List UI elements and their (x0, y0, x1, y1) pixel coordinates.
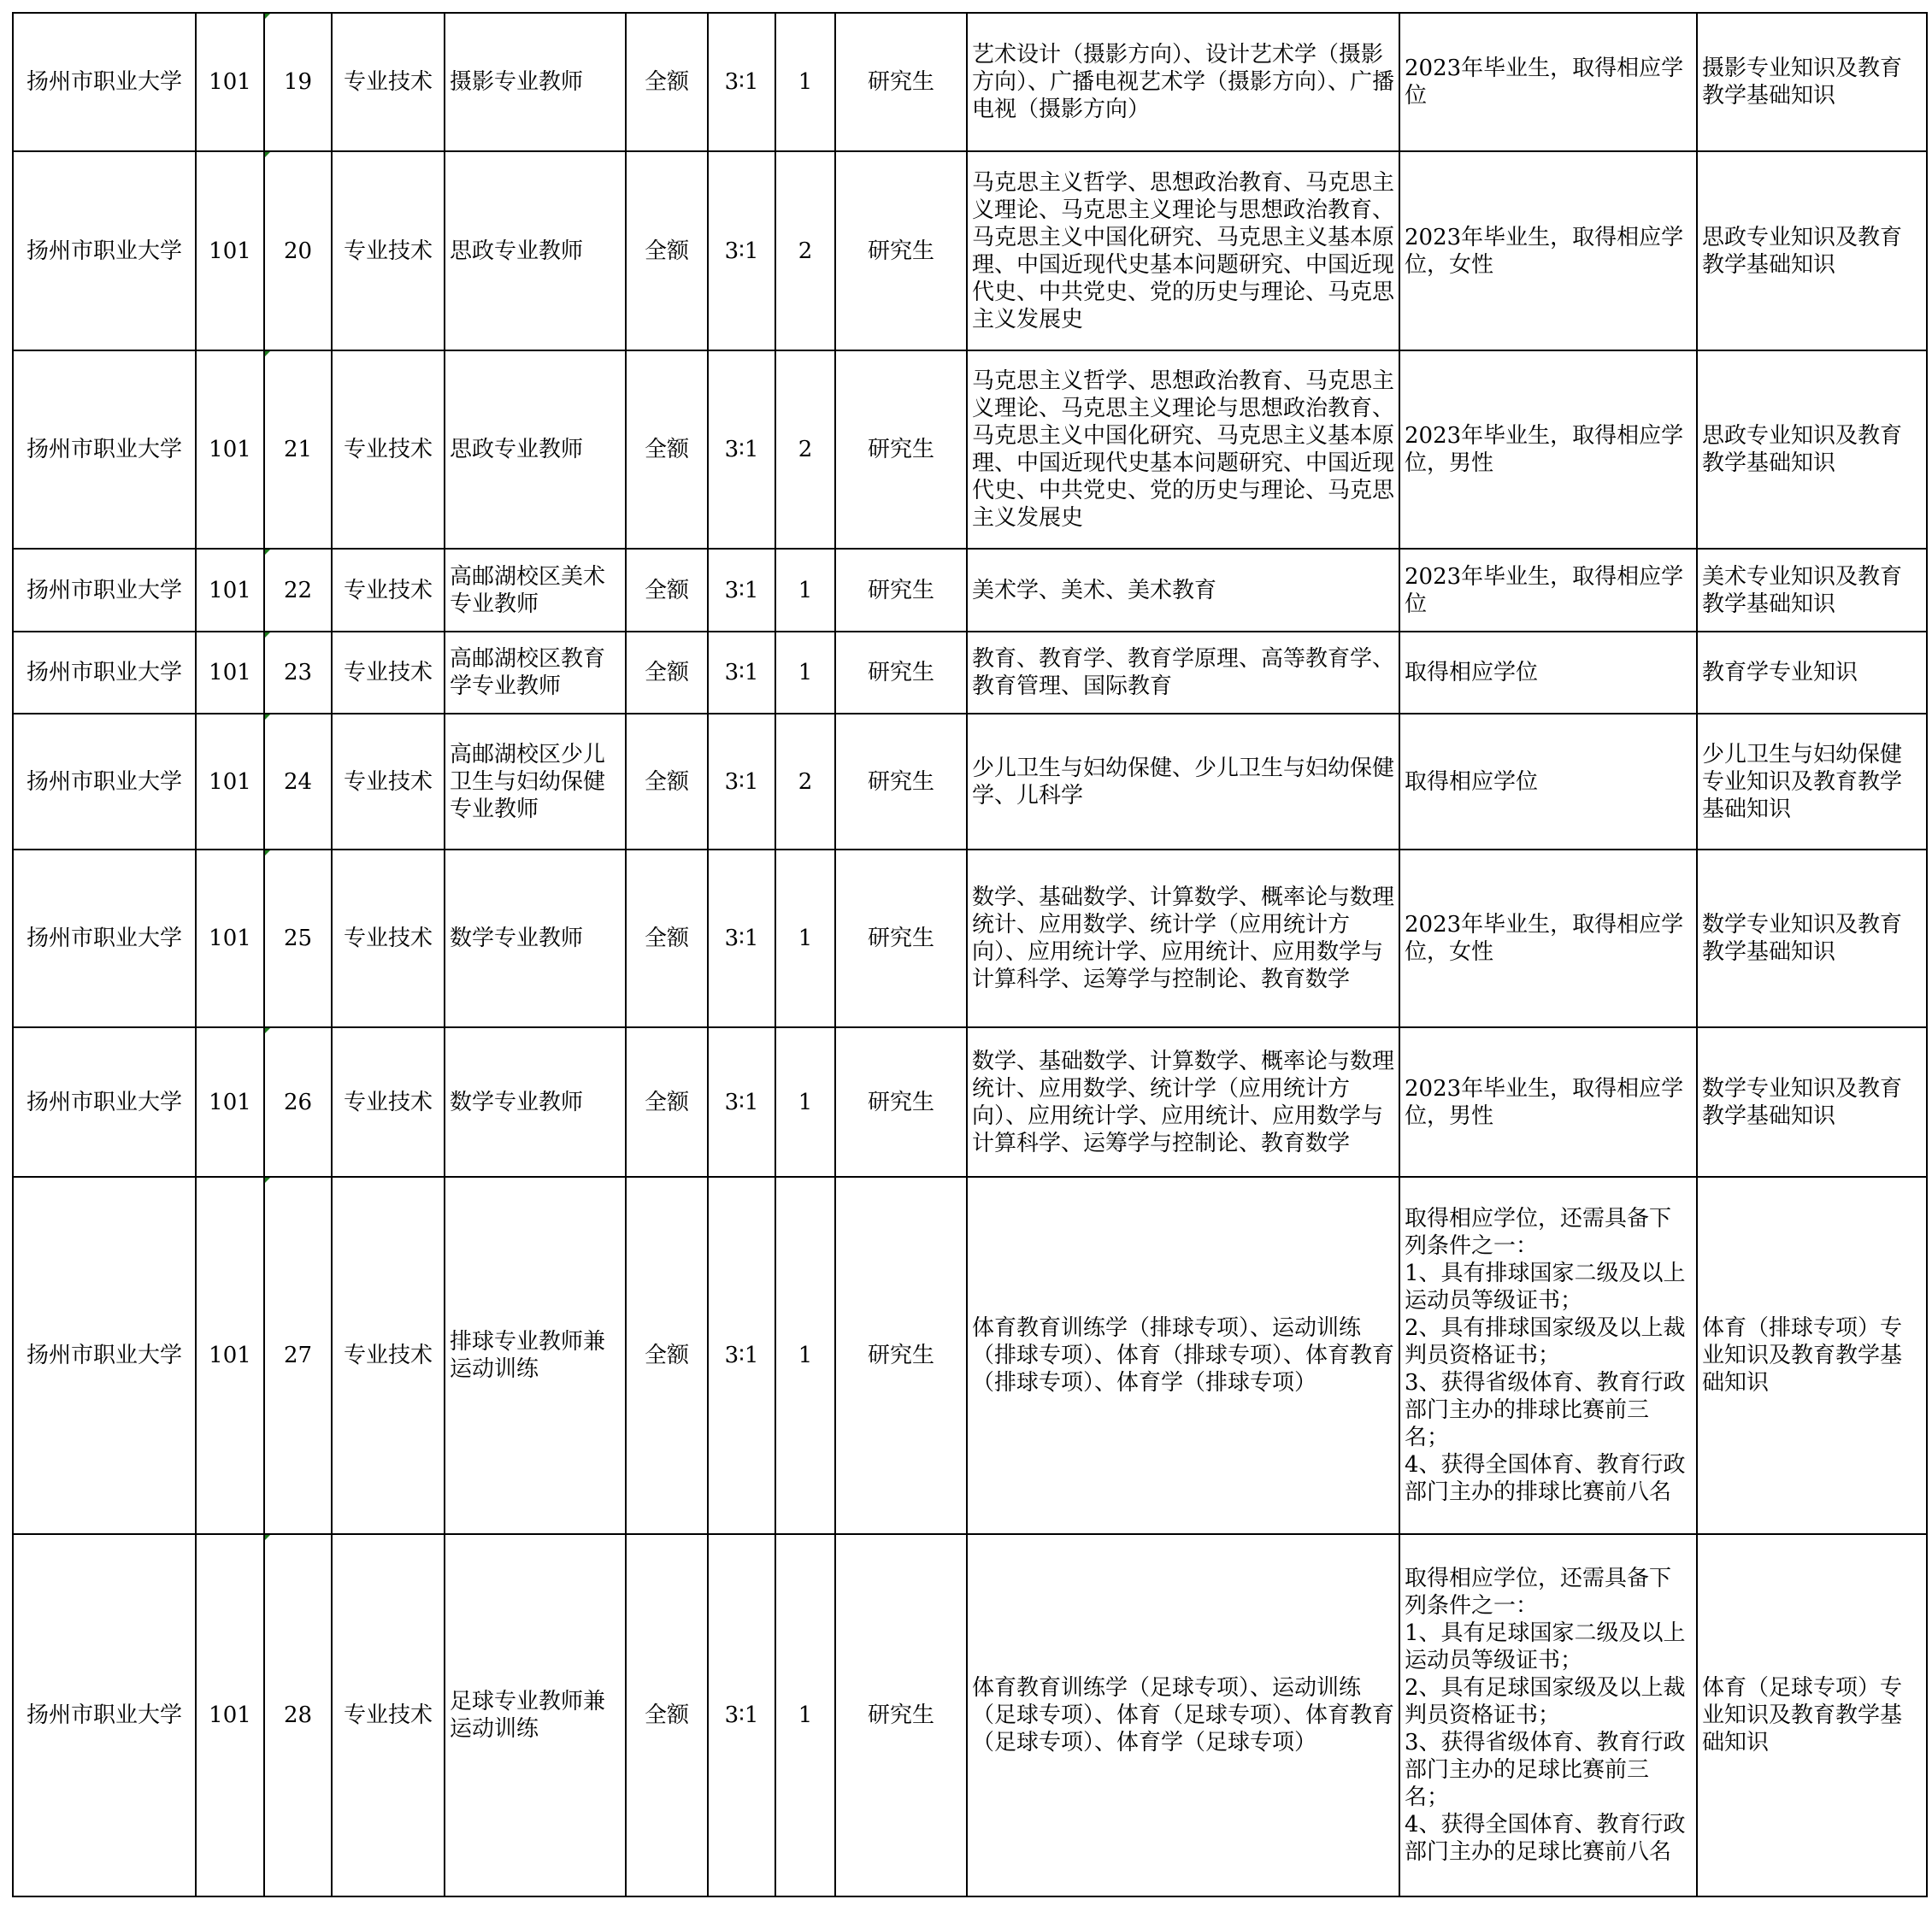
cell-comment-marker-icon (264, 632, 271, 638)
cell-post-code-text: 26 (283, 1089, 313, 1115)
cell-exam (1697, 1177, 1927, 1534)
cell-requirements (1399, 632, 1697, 714)
table-row (13, 714, 1927, 850)
cell-funding (626, 151, 708, 350)
cell-requirements-text: 2023年毕业生，取得相应学位 (1405, 56, 1684, 109)
cell-major-text: 数学、基础数学、计算数学、概率论与数理统计、应用数学、统计学（应用统计方向）、应用统计学、应用统计、应用数学与计算科学、运筹学与控制论、教育数学 (972, 1048, 1395, 1156)
cell-unit (13, 549, 196, 632)
cell-education (835, 13, 967, 151)
cell-requirements-text: 2023年毕业生，取得相应学位，女性 (1405, 224, 1684, 278)
cell-exam (1697, 13, 1927, 151)
cell-requirements (1399, 850, 1697, 1027)
cell-post-code-text: 22 (283, 577, 313, 603)
cell-unit-text: 扬州市职业大学 (26, 1089, 182, 1115)
cell-post-name-text: 数学专业教师 (450, 1089, 584, 1115)
cell-post-name (445, 549, 626, 632)
cell-ratio-text: 3∶1 (724, 660, 759, 685)
cell-category (332, 1534, 445, 1896)
cell-funding (626, 714, 708, 850)
cell-unit-code (196, 850, 264, 1027)
cell-count (775, 1534, 835, 1896)
cell-exam-text: 教育学专业知识 (1702, 660, 1858, 685)
cell-requirements-text: 取得相应学位，还需具备下列条件之一： (1405, 1566, 1672, 1619)
cell-requirements-text: 2023年毕业生，取得相应学位，女性 (1405, 912, 1684, 965)
cell-category (332, 850, 445, 1027)
cell-category-text: 专业技术 (343, 926, 433, 951)
cell-major-text: 数学、基础数学、计算数学、概率论与数理统计、应用数学、统计学（应用统计方向）、应用统计学、应用统计、应用数学与计算科学、运筹学与控制论、教育数学 (972, 885, 1395, 992)
cell-count (775, 850, 835, 1027)
cell-post-name (445, 350, 626, 549)
cell-post-name-text: 思政专业教师 (450, 238, 584, 264)
cell-post-code (264, 1534, 332, 1896)
recruitment-table (12, 12, 1928, 1897)
cell-category-text: 专业技术 (343, 69, 433, 95)
cell-unit-code (196, 1177, 264, 1534)
cell-exam (1697, 549, 1927, 632)
cell-post-name-text: 高邮湖校区教育学专业教师 (450, 646, 606, 699)
cell-category-text: 专业技术 (343, 660, 433, 685)
cell-major (967, 1027, 1399, 1177)
cell-requirements-text: 2023年毕业生，取得相应学位，男性 (1405, 1075, 1684, 1129)
cell-ratio (708, 549, 775, 632)
cell-unit (13, 350, 196, 549)
cell-count (775, 549, 835, 632)
cell-unit (13, 151, 196, 350)
table-row (13, 151, 1927, 350)
cell-unit-code-text: 101 (209, 1702, 251, 1728)
cell-category-text: 专业技术 (343, 768, 433, 795)
cell-count-text: 1 (798, 660, 813, 685)
cell-unit (13, 850, 196, 1027)
cell-count (775, 350, 835, 549)
cell-category (332, 1177, 445, 1534)
cell-major (967, 714, 1399, 850)
cell-requirements-text: 2、具有足球国家级及以上裁判员资格证书； (1405, 1675, 1686, 1728)
cell-funding (626, 549, 708, 632)
cell-post-code-text: 24 (283, 768, 313, 795)
cell-post-code-text: 27 (283, 1343, 313, 1368)
cell-category (332, 151, 445, 350)
cell-post-code (264, 714, 332, 850)
cell-unit-code (196, 714, 264, 850)
cell-category-text: 专业技术 (343, 1089, 433, 1115)
cell-major (967, 151, 1399, 350)
cell-unit-code-text: 101 (209, 437, 251, 462)
cell-requirements (1399, 13, 1697, 151)
cell-exam-text: 体育（足球专项）专业知识及教育教学基础知识 (1702, 1675, 1903, 1755)
cell-education (835, 1534, 967, 1896)
cell-post-code-text: 21 (283, 437, 313, 462)
cell-education (835, 714, 967, 850)
cell-major-text: 艺术设计（摄影方向）、设计艺术学（摄影方向）、广播电视艺术学（摄影方向）、广播电视（摄影方向） (972, 42, 1395, 122)
cell-unit (13, 632, 196, 714)
cell-exam-text: 思政专业知识及教育教学基础知识 (1702, 224, 1903, 278)
cell-ratio-text: 3∶1 (724, 1702, 759, 1728)
cell-post-code (264, 632, 332, 714)
cell-requirements-text: 1、具有排球国家二级及以上运动员等级证书； (1405, 1261, 1686, 1314)
cell-funding-text: 全额 (644, 1089, 689, 1115)
cell-unit-code (196, 549, 264, 632)
cell-ratio (708, 714, 775, 850)
cell-exam-text: 摄影专业知识及教育教学基础知识 (1702, 56, 1903, 109)
cell-unit (13, 1027, 196, 1177)
cell-category (332, 714, 445, 850)
cell-major (967, 850, 1399, 1027)
cell-major-text: 体育教育训练学（排球专项）、运动训练（排球专项）、体育（排球专项）、体育教育（排球专项）、体育学（排球专项） (972, 1315, 1395, 1396)
cell-comment-marker-icon (264, 151, 271, 158)
cell-count (775, 13, 835, 151)
cell-requirements-text: 4、获得全国体育、教育行政部门主办的足球比赛前八名 (1405, 1812, 1686, 1865)
cell-education-text: 研究生 (867, 238, 934, 264)
cell-requirements-text: 4、获得全国体育、教育行政部门主办的排球比赛前八名 (1405, 1452, 1686, 1505)
cell-post-name-text: 数学专业教师 (450, 926, 584, 951)
cell-funding-text: 全额 (644, 1343, 689, 1368)
cell-category-text: 专业技术 (343, 577, 433, 603)
cell-unit-text: 扬州市职业大学 (26, 660, 182, 685)
cell-funding (626, 632, 708, 714)
cell-funding (626, 1027, 708, 1177)
cell-post-code (264, 850, 332, 1027)
cell-ratio (708, 632, 775, 714)
cell-ratio-text: 3∶1 (724, 69, 759, 95)
cell-exam (1697, 350, 1927, 549)
cell-requirements-text: 1、具有足球国家二级及以上运动员等级证书； (1405, 1620, 1686, 1673)
cell-comment-marker-icon (264, 350, 271, 357)
cell-count (775, 632, 835, 714)
cell-major-text: 少儿卫生与妇幼保健、少儿卫生与妇幼保健学、儿科学 (972, 755, 1395, 808)
cell-major-text: 教育、教育学、教育学原理、高等教育学、教育管理、国际教育 (972, 646, 1395, 699)
cell-exam (1697, 850, 1927, 1027)
cell-comment-marker-icon (264, 1027, 271, 1034)
cell-post-name-text: 高邮湖校区少儿卫生与妇幼保健专业教师 (450, 741, 606, 822)
cell-count-text: 2 (798, 238, 813, 264)
cell-requirements (1399, 1027, 1697, 1177)
cell-category (332, 632, 445, 714)
cell-exam (1697, 714, 1927, 850)
cell-unit-code-text: 101 (209, 926, 251, 951)
cell-requirements-text: 取得相应学位 (1405, 768, 1539, 795)
cell-funding-text: 全额 (644, 238, 689, 264)
cell-unit (13, 13, 196, 151)
cell-count (775, 151, 835, 350)
table-row (13, 632, 1927, 714)
cell-post-code (264, 13, 332, 151)
cell-education-text: 研究生 (867, 437, 934, 462)
cell-unit (13, 714, 196, 850)
cell-ratio-text: 3∶1 (724, 437, 759, 462)
cell-major-text: 美术学、美术、美术教育 (972, 577, 1217, 603)
cell-ratio-text: 3∶1 (724, 577, 759, 603)
cell-post-code-text: 28 (283, 1702, 313, 1728)
cell-funding (626, 1177, 708, 1534)
cell-count (775, 1027, 835, 1177)
cell-ratio (708, 151, 775, 350)
cell-education (835, 632, 967, 714)
cell-comment-marker-icon (264, 850, 271, 856)
cell-unit (13, 1177, 196, 1534)
cell-unit-text: 扬州市职业大学 (26, 437, 182, 462)
cell-unit-code (196, 151, 264, 350)
table-row (13, 13, 1927, 151)
cell-funding-text: 全额 (644, 437, 689, 462)
cell-major (967, 632, 1399, 714)
cell-funding-text: 全额 (644, 1702, 689, 1728)
cell-requirements-text: 3、获得省级体育、教育行政部门主办的足球比赛前三名； (1405, 1730, 1686, 1810)
cell-requirements-text: 3、获得省级体育、教育行政部门主办的排球比赛前三名； (1405, 1370, 1686, 1450)
cell-count (775, 714, 835, 850)
cell-major-text: 马克思主义哲学、思想政治教育、马克思主义理论、马克思主义理论与思想政治教育、马克思主义中国化研究、马克思主义基本原理、中国近现代史基本问题研究、中国近现代史、中共党史、党的历史与理论、马克思主义发展史 (972, 368, 1395, 531)
cell-category-text: 专业技术 (343, 238, 433, 264)
cell-exam (1697, 1027, 1927, 1177)
cell-funding (626, 350, 708, 549)
cell-count-text: 1 (798, 577, 813, 603)
cell-category (332, 350, 445, 549)
cell-funding-text: 全额 (644, 69, 689, 95)
cell-education (835, 1027, 967, 1177)
cell-comment-marker-icon (264, 549, 271, 556)
cell-education-text: 研究生 (867, 1702, 934, 1728)
cell-post-name (445, 632, 626, 714)
cell-major (967, 13, 1399, 151)
cell-exam-text: 美术专业知识及教育教学基础知识 (1702, 563, 1903, 617)
cell-unit-text: 扬州市职业大学 (26, 1343, 182, 1368)
cell-education (835, 1177, 967, 1534)
cell-post-code-text: 23 (283, 660, 313, 685)
cell-education-text: 研究生 (867, 926, 934, 951)
cell-exam-text: 体育（排球专项）专业知识及教育教学基础知识 (1702, 1315, 1903, 1396)
cell-unit-code-text: 101 (209, 1343, 251, 1368)
cell-requirements (1399, 350, 1697, 549)
cell-education (835, 151, 967, 350)
cell-requirements-text: 2023年毕业生，取得相应学位 (1405, 563, 1684, 617)
cell-education (835, 850, 967, 1027)
cell-post-name (445, 850, 626, 1027)
cell-post-name (445, 1027, 626, 1177)
cell-education-text: 研究生 (867, 1343, 934, 1368)
cell-post-name (445, 13, 626, 151)
cell-unit-code-text: 101 (209, 69, 251, 95)
cell-comment-marker-icon (264, 714, 271, 720)
cell-post-code (264, 151, 332, 350)
cell-unit-code (196, 1534, 264, 1896)
cell-ratio (708, 1177, 775, 1534)
cell-exam (1697, 632, 1927, 714)
cell-requirements-text: 取得相应学位，还需具备下列条件之一： (1405, 1206, 1672, 1259)
cell-post-code-text: 20 (283, 238, 313, 264)
cell-unit-code (196, 632, 264, 714)
cell-comment-marker-icon (264, 1534, 271, 1541)
table-row (13, 1534, 1927, 1896)
cell-funding (626, 850, 708, 1027)
cell-comment-marker-icon (264, 1177, 271, 1184)
cell-unit-text: 扬州市职业大学 (26, 1702, 182, 1728)
cell-count (775, 1177, 835, 1534)
cell-unit-code-text: 101 (209, 238, 251, 264)
cell-post-name-text: 排球专业教师兼运动训练 (450, 1329, 606, 1382)
cell-requirements (1399, 714, 1697, 850)
cell-funding-text: 全额 (644, 577, 689, 603)
cell-count-text: 1 (798, 1343, 813, 1368)
cell-post-code (264, 549, 332, 632)
cell-count-text: 2 (798, 768, 813, 795)
cell-requirements (1399, 549, 1697, 632)
cell-post-name (445, 151, 626, 350)
cell-ratio-text: 3∶1 (724, 926, 759, 951)
cell-post-code (264, 350, 332, 549)
cell-unit-code-text: 101 (209, 577, 251, 603)
cell-major (967, 350, 1399, 549)
cell-post-name (445, 1534, 626, 1896)
cell-post-code (264, 1027, 332, 1177)
cell-ratio-text: 3∶1 (724, 238, 759, 264)
cell-major (967, 1534, 1399, 1896)
cell-major (967, 549, 1399, 632)
cell-category (332, 1027, 445, 1177)
cell-unit-code (196, 1027, 264, 1177)
cell-unit-code-text: 101 (209, 1089, 251, 1115)
cell-funding (626, 1534, 708, 1896)
cell-category-text: 专业技术 (343, 437, 433, 462)
cell-requirements (1399, 1177, 1697, 1534)
cell-unit-text: 扬州市职业大学 (26, 577, 182, 603)
table-row (13, 850, 1927, 1027)
cell-education (835, 350, 967, 549)
cell-education (835, 549, 967, 632)
cell-ratio-text: 3∶1 (724, 1089, 759, 1115)
cell-unit-code-text: 101 (209, 768, 251, 795)
cell-ratio (708, 13, 775, 151)
cell-category (332, 13, 445, 151)
cell-unit (13, 1534, 196, 1896)
cell-post-code-text: 19 (283, 69, 313, 95)
cell-unit-text: 扬州市职业大学 (26, 238, 182, 264)
cell-exam-text: 数学专业知识及教育教学基础知识 (1702, 1075, 1903, 1129)
cell-comment-marker-icon (264, 13, 271, 20)
cell-ratio (708, 1027, 775, 1177)
cell-ratio (708, 350, 775, 549)
cell-requirements-text: 2、具有排球国家级及以上裁判员资格证书； (1405, 1315, 1686, 1368)
cell-major-text: 体育教育训练学（足球专项）、运动训练（足球专项）、体育（足球专项）、体育教育（足球专项）、体育学（足球专项） (972, 1675, 1395, 1755)
cell-education-text: 研究生 (867, 1089, 934, 1115)
cell-post-code (264, 1177, 332, 1534)
cell-major-text: 马克思主义哲学、思想政治教育、马克思主义理论、马克思主义理论与思想政治教育、马克思主义中国化研究、马克思主义基本原理、中国近现代史基本问题研究、中国近现代史、中共党史、党的历史与理论、马克思主义发展史 (972, 169, 1395, 332)
cell-count-text: 1 (798, 1089, 813, 1115)
cell-unit-text: 扬州市职业大学 (26, 69, 182, 95)
cell-funding-text: 全额 (644, 926, 689, 951)
cell-unit-code (196, 350, 264, 549)
cell-funding-text: 全额 (644, 660, 689, 685)
cell-count-text: 1 (798, 69, 813, 95)
cell-requirements (1399, 151, 1697, 350)
cell-category (332, 549, 445, 632)
cell-ratio (708, 1534, 775, 1896)
cell-ratio-text: 3∶1 (724, 768, 759, 795)
cell-education-text: 研究生 (867, 577, 934, 603)
cell-count-text: 1 (798, 1702, 813, 1728)
cell-post-name-text: 高邮湖校区美术专业教师 (450, 563, 606, 617)
cell-post-name (445, 1177, 626, 1534)
cell-category-text: 专业技术 (343, 1343, 433, 1368)
cell-unit-text: 扬州市职业大学 (26, 768, 182, 795)
cell-post-name-text: 思政专业教师 (450, 437, 584, 462)
cell-exam (1697, 151, 1927, 350)
cell-ratio-text: 3∶1 (724, 1343, 759, 1368)
cell-post-name (445, 714, 626, 850)
table-row (13, 350, 1927, 549)
cell-count-text: 1 (798, 926, 813, 951)
cell-education-text: 研究生 (867, 660, 934, 685)
cell-exam-text: 少儿卫生与妇幼保健专业知识及教育教学基础知识 (1702, 741, 1903, 822)
cell-exam-text: 思政专业知识及教育教学基础知识 (1702, 423, 1903, 476)
cell-count-text: 2 (798, 437, 813, 462)
cell-unit-code-text: 101 (209, 660, 251, 685)
table-row (13, 1027, 1927, 1177)
cell-exam-text: 数学专业知识及教育教学基础知识 (1702, 912, 1903, 965)
cell-requirements (1399, 1534, 1697, 1896)
cell-education-text: 研究生 (867, 69, 934, 95)
cell-education-text: 研究生 (867, 768, 934, 795)
cell-requirements-text: 取得相应学位 (1405, 660, 1539, 685)
cell-exam (1697, 1534, 1927, 1896)
table-row (13, 549, 1927, 632)
cell-funding (626, 13, 708, 151)
cell-unit-code (196, 13, 264, 151)
cell-unit-text: 扬州市职业大学 (26, 926, 182, 951)
cell-major (967, 1177, 1399, 1534)
cell-post-name-text: 足球专业教师兼运动训练 (450, 1689, 606, 1742)
cell-funding-text: 全额 (644, 768, 689, 795)
table-row (13, 1177, 1927, 1534)
cell-requirements-text: 2023年毕业生，取得相应学位，男性 (1405, 423, 1684, 476)
cell-category-text: 专业技术 (343, 1702, 433, 1728)
cell-post-name-text: 摄影专业教师 (450, 69, 584, 95)
cell-ratio (708, 850, 775, 1027)
cell-post-code-text: 25 (283, 926, 313, 951)
